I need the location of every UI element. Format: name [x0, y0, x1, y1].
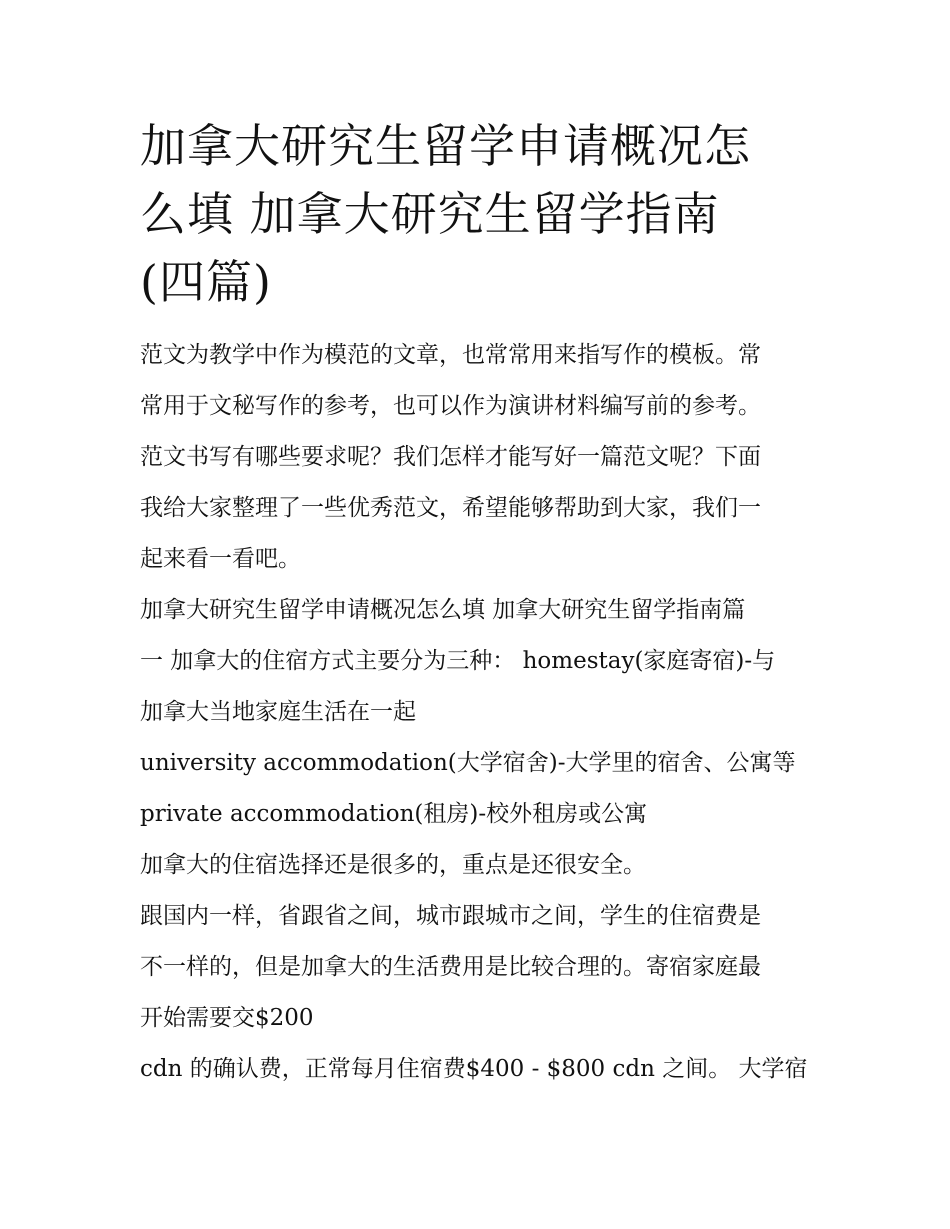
body-line: 加拿大当地家庭生活在一起: [140, 699, 416, 725]
body-line: 开始需要交$200: [140, 1005, 314, 1031]
document-body: [140, 330, 815, 1095]
title-line: 加拿大研究生留学申请概况怎: [140, 119, 751, 173]
body-line: 常用于文秘写作的参考，也可以作为演讲材料编写前的参考。: [140, 393, 761, 419]
title-line: (四篇): [140, 255, 272, 309]
body-line: 范文为教学中作为模范的文章，也常常用来指写作的模板。常: [140, 342, 761, 368]
body-line: 一 加拿大的住宿方式主要分为三种： homestay(家庭寄宿)-与: [140, 648, 776, 674]
body-line: 加拿大的住宿选择还是很多的，重点是还很安全。: [140, 852, 646, 878]
body-line: 不一样的，但是加拿大的生活费用是比较合理的。寄宿家庭最: [140, 954, 761, 980]
body-line: private accommodation(租房)-校外租房或公寓: [140, 801, 648, 827]
document-title: [140, 112, 815, 316]
body-line: 范文书写有哪些要求呢？我们怎样才能写好一篇范文呢？下面: [140, 444, 761, 470]
body-line: 加拿大研究生留学申请概况怎么填 加拿大研究生留学指南篇: [140, 597, 746, 623]
title-line: 么填 加拿大研究生留学指南: [140, 187, 720, 241]
body-line: university accommodation(大学宿舍)-大学里的宿舍、公寓等: [140, 750, 796, 776]
body-line: cdn 的确认费，正常每月住宿费$400 - $800 cdn 之间。 大学宿: [140, 1056, 808, 1082]
body-line: 我给大家整理了一些优秀范文，希望能够帮助到大家，我们一: [140, 495, 761, 521]
body-line: 起来看一看吧。: [140, 546, 301, 572]
body-line: 跟国内一样，省跟省之间，城市跟城市之间，学生的住宿费是: [140, 903, 761, 929]
